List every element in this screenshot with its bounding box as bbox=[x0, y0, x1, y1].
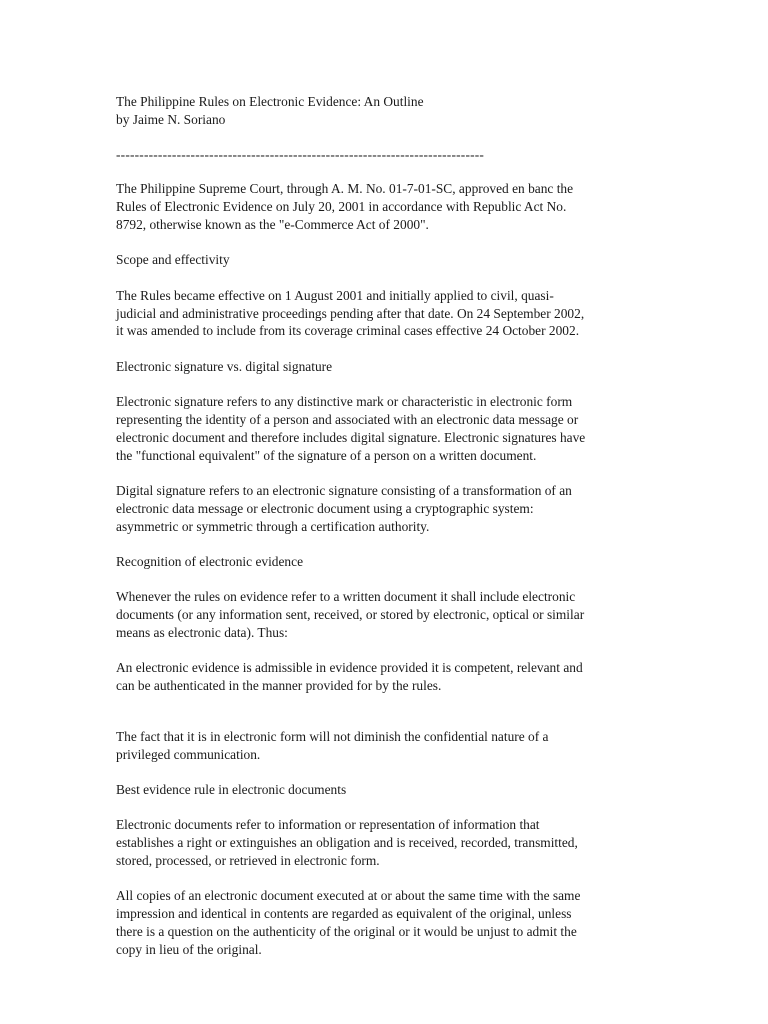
text-line: there is a question on the authenticity of the original or it would be unjust to admit the bbox=[116, 924, 577, 940]
text-line: Whenever the rules on evidence refer to a written document it shall include electronic bbox=[116, 589, 576, 605]
paragraph-admissible bbox=[116, 659, 656, 695]
text-line: Digital signature refers to an electronic signature consisting of a transformation of an bbox=[116, 482, 572, 498]
text-line: electronic document and therefore includes digital signature. Electronic signatures have bbox=[116, 429, 586, 445]
text-line: The Rules became effective on 1 August 2001 and initially applied to civil, quasi- bbox=[116, 287, 554, 303]
text-line: the "functional equivalent" of the signature of a person on a written document. bbox=[116, 447, 537, 463]
text-line: The Philippine Supreme Court, through A. M. No. 01-7-01-SC, approved en banc the bbox=[116, 181, 574, 197]
text-line: documents (or any information sent, received, or stored by electronic, optical or similar bbox=[116, 607, 585, 623]
text-line: stored, processed, or retrieved in electronic form. bbox=[116, 853, 380, 869]
paragraph-scope bbox=[116, 287, 656, 340]
paragraph-electronic-documents bbox=[116, 816, 656, 869]
text-line: Electronic signature refers to any distinctive mark or characteristic in electronic form bbox=[116, 394, 573, 410]
text-line: The fact that it is in electronic form will not diminish the confidential nature of a bbox=[116, 728, 549, 744]
text-line: copy in lieu of the original. bbox=[116, 941, 262, 957]
text-line: means as electronic data). Thus: bbox=[116, 624, 288, 640]
text-line: asymmetric or symmetric through a certification authority. bbox=[116, 518, 430, 534]
text-line: Rules of Electronic Evidence on July 20, 2001 in accordance with Republic Act No. bbox=[116, 199, 567, 215]
text-line: An electronic evidence is admissible in evidence provided it is competent, relevant and bbox=[116, 660, 583, 676]
paragraph-intro bbox=[116, 180, 656, 233]
text-line: judicial and administrative proceedings pending after that date. On 24 September 2002, bbox=[116, 305, 585, 321]
title-block bbox=[116, 93, 656, 129]
text-line: Electronic documents refer to information or representation of information that bbox=[116, 817, 540, 833]
text-line: All copies of an electronic document executed at or about the same time with the same bbox=[116, 888, 581, 904]
text-line: it was amended to include from its coverage criminal cases effective 24 October 2002. bbox=[116, 323, 580, 339]
paragraph-recognition bbox=[116, 588, 656, 641]
paragraph-copies bbox=[116, 887, 656, 958]
text-line: impression and identical in contents are regarded as equivalent of the original, unless bbox=[116, 906, 572, 922]
text-line: 8792, otherwise known as the "e-Commerce Act of 2000". bbox=[116, 216, 429, 232]
text-line: can be authenticated in the manner provided for by the rules. bbox=[116, 678, 442, 694]
document-title: The Philippine Rules on Electronic Evidence: An Outline bbox=[116, 94, 424, 109]
heading-recognition: Recognition of electronic evidence bbox=[116, 553, 304, 569]
paragraph-electronic-signature bbox=[116, 393, 656, 464]
document-author: by Jaime N. Soriano bbox=[116, 111, 226, 127]
heading-signature: Electronic signature vs. digital signature bbox=[116, 358, 333, 374]
heading-scope: Scope and effectivity bbox=[116, 252, 230, 268]
dashed-divider: ------------------------------------------------------------------------------- bbox=[116, 146, 485, 162]
text-line: electronic data message or electronic document using a cryptographic system: bbox=[116, 500, 534, 516]
paragraph-confidential bbox=[116, 728, 656, 764]
paragraph-digital-signature bbox=[116, 482, 656, 535]
text-line: privileged communication. bbox=[116, 746, 261, 762]
heading-best-evidence: Best evidence rule in electronic documents bbox=[116, 782, 347, 798]
document-body bbox=[116, 93, 656, 976]
text-line: establishes a right or extinguishes an obligation and is received, recorded, transmitted, bbox=[116, 835, 578, 851]
text-line: representing the identity of a person and associated with an electronic data message or bbox=[116, 411, 579, 427]
